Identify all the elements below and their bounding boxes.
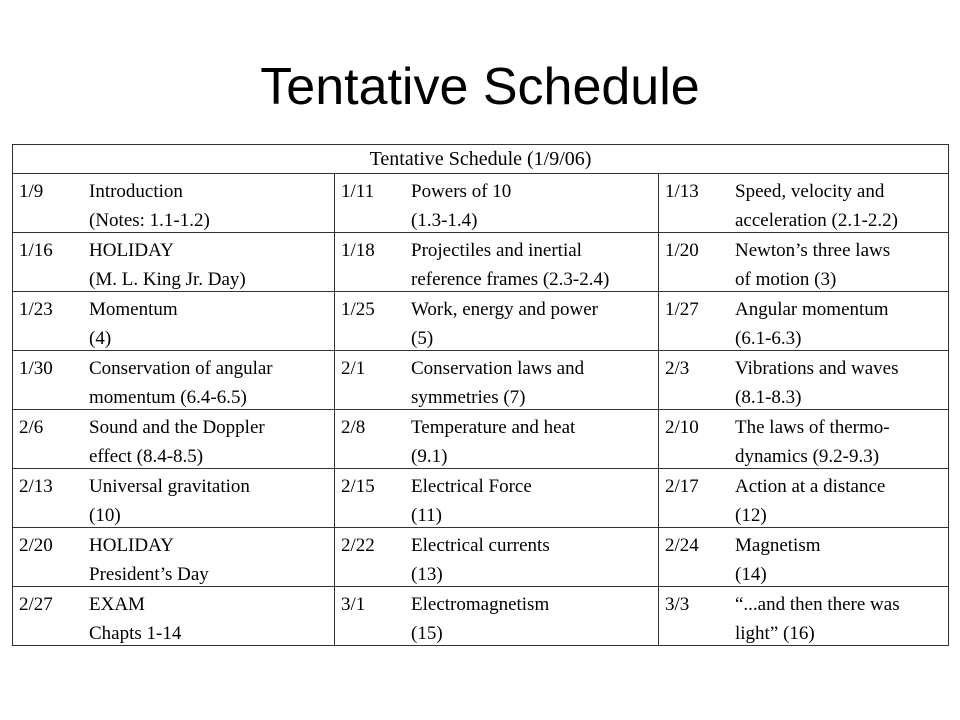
schedule-cell [659, 528, 949, 587]
schedule-cell [659, 174, 949, 233]
lecture-topic [89, 472, 330, 527]
lecture-topic-line-1: Newton’s three laws [735, 240, 891, 261]
schedule-cell [13, 174, 335, 233]
lecture-date: 2/13 [19, 476, 53, 497]
lecture-topic-line-1: HOLIDAY [89, 240, 174, 261]
lecture-date: 2/27 [19, 594, 53, 615]
table-row [13, 174, 949, 233]
lecture-topic-line-2: (9.1) [411, 446, 448, 467]
lecture-topic-line-2: light” (16) [735, 623, 815, 644]
lecture-topic [411, 295, 654, 350]
lecture-entry [335, 351, 658, 409]
lecture-date: 1/11 [341, 181, 375, 202]
lecture-topic-line-1: Conservation laws and [411, 358, 585, 379]
lecture-entry [335, 528, 658, 586]
lecture-entry [335, 587, 658, 645]
lecture-date: 2/8 [341, 417, 366, 438]
lecture-topic [735, 295, 944, 350]
lecture-topic [89, 295, 330, 350]
lecture-entry [659, 351, 948, 409]
lecture-topic-line-1: Angular momentum [735, 299, 889, 320]
lecture-topic-line-2: Chapts 1-14 [89, 623, 182, 644]
lecture-entry [335, 233, 658, 291]
lecture-topic-line-1: HOLIDAY [89, 535, 174, 556]
lecture-topic-line-2: (1.3-1.4) [411, 210, 478, 231]
lecture-topic-line-2: (15) [411, 623, 443, 644]
lecture-topic [89, 177, 330, 232]
schedule-cell [13, 469, 335, 528]
lecture-date: 2/20 [19, 535, 53, 556]
lecture-topic-line-2: dynamics (9.2-9.3) [735, 446, 880, 467]
lecture-entry [659, 528, 948, 586]
schedule-cell [335, 174, 659, 233]
lecture-date: 2/6 [19, 417, 44, 438]
schedule-cell [659, 587, 949, 646]
lecture-topic-line-2: President’s Day [89, 564, 209, 585]
lecture-date: 1/13 [665, 181, 699, 202]
table-row [13, 410, 949, 469]
lecture-entry [13, 528, 334, 586]
lecture-entry [13, 233, 334, 291]
lecture-entry [659, 174, 948, 232]
lecture-entry [659, 292, 948, 350]
lecture-date: 2/1 [341, 358, 366, 379]
lecture-entry [13, 292, 334, 350]
lecture-topic-line-2: (10) [89, 505, 121, 526]
lecture-date: 1/25 [341, 299, 375, 320]
lecture-topic-line-2: symmetries (7) [411, 387, 526, 408]
lecture-topic-line-1: Sound and the Doppler [89, 417, 265, 438]
table-row [13, 292, 949, 351]
lecture-topic-line-2: (5) [411, 328, 434, 349]
schedule-cell [335, 410, 659, 469]
schedule-cell [335, 233, 659, 292]
table-row [13, 351, 949, 410]
lecture-entry [659, 410, 948, 468]
lecture-topic-line-1: “...and then there was [735, 594, 900, 615]
lecture-topic [411, 531, 654, 586]
schedule-cell [13, 351, 335, 410]
lecture-entry [659, 233, 948, 291]
lecture-date: 2/22 [341, 535, 375, 556]
lecture-date: 3/3 [665, 594, 690, 615]
lecture-topic-line-1: Projectiles and inertial [411, 240, 582, 261]
schedule-cell [659, 292, 949, 351]
lecture-topic [735, 472, 944, 527]
table-row [13, 469, 949, 528]
schedule-cell [659, 469, 949, 528]
lecture-entry [13, 469, 334, 527]
lecture-entry [335, 469, 658, 527]
lecture-topic-line-2: (6.1-6.3) [735, 328, 802, 349]
schedule-cell [335, 528, 659, 587]
lecture-date: 1/9 [19, 181, 44, 202]
lecture-topic-line-2: effect (8.4-8.5) [89, 446, 204, 467]
schedule-cell [13, 528, 335, 587]
lecture-date: 3/1 [341, 594, 366, 615]
lecture-topic-line-2: momentum (6.4-6.5) [89, 387, 247, 408]
lecture-topic-line-2: reference frames (2.3-2.4) [411, 269, 610, 290]
lecture-topic-line-2: of motion (3) [735, 269, 837, 290]
lecture-topic-line-1: Momentum [89, 299, 178, 320]
lecture-topic-line-1: Temperature and heat [411, 417, 576, 438]
lecture-topic-line-2: (12) [735, 505, 767, 526]
lecture-topic [411, 590, 654, 645]
lecture-topic-line-1: Speed, velocity and [735, 181, 885, 202]
lecture-topic [735, 177, 944, 232]
lecture-topic-line-2: (Notes: 1.1-1.2) [89, 210, 210, 231]
schedule-cell [335, 292, 659, 351]
schedule-cell [335, 587, 659, 646]
schedule-cell [335, 351, 659, 410]
lecture-date: 2/3 [665, 358, 690, 379]
slide-title: Tentative Schedule [260, 58, 700, 116]
lecture-topic-line-2: (11) [411, 505, 442, 526]
lecture-date: 2/15 [341, 476, 375, 497]
lecture-topic-line-1: Vibrations and waves [735, 358, 899, 379]
lecture-topic [89, 236, 330, 291]
lecture-date: 1/30 [19, 358, 53, 379]
lecture-date: 1/20 [665, 240, 699, 261]
table-row [13, 587, 949, 646]
lecture-entry [659, 587, 948, 645]
lecture-entry [659, 469, 948, 527]
lecture-topic-line-1: Action at a distance [735, 476, 886, 497]
lecture-topic-line-2: (4) [89, 328, 112, 349]
table-row [13, 528, 949, 587]
schedule-cell [335, 469, 659, 528]
lecture-date: 2/10 [665, 417, 699, 438]
lecture-topic-line-1: Electromagnetism [411, 594, 550, 615]
lecture-topic [411, 354, 654, 409]
schedule-cell [13, 587, 335, 646]
lecture-date: 1/23 [19, 299, 53, 320]
lecture-entry [13, 174, 334, 232]
lecture-topic-line-2: (M. L. King Jr. Day) [89, 269, 246, 290]
lecture-topic [89, 531, 330, 586]
lecture-topic [735, 236, 944, 291]
lecture-topic-line-1: The laws of thermo- [735, 417, 890, 438]
lecture-entry [335, 410, 658, 468]
lecture-topic [89, 354, 330, 409]
lecture-topic-line-2: (8.1-8.3) [735, 387, 802, 408]
lecture-topic-line-1: Conservation of angular [89, 358, 273, 379]
lecture-topic [411, 413, 654, 468]
lecture-topic [735, 590, 944, 645]
lecture-topic [411, 236, 654, 291]
lecture-topic-line-2: (14) [735, 564, 767, 585]
lecture-topic-line-2: acceleration (2.1-2.2) [735, 210, 898, 231]
lecture-date: 2/24 [665, 535, 699, 556]
lecture-topic [89, 413, 330, 468]
lecture-topic-line-1: Electrical Force [411, 476, 532, 497]
schedule-cell [659, 410, 949, 469]
lecture-topic [735, 531, 944, 586]
schedule-cell [13, 292, 335, 351]
lecture-topic-line-1: Introduction [89, 181, 183, 202]
lecture-topic-line-1: Universal gravitation [89, 476, 250, 497]
schedule-cell [659, 233, 949, 292]
lecture-date: 1/16 [19, 240, 53, 261]
lecture-date: 1/27 [665, 299, 699, 320]
lecture-date: 2/17 [665, 476, 699, 497]
lecture-topic-line-1: Magnetism [735, 535, 821, 556]
schedule-heading: Tentative Schedule (1/9/06) [13, 145, 949, 174]
lecture-entry [335, 292, 658, 350]
lecture-topic [735, 413, 944, 468]
lecture-topic-line-1: Work, energy and power [411, 299, 599, 320]
lecture-entry [13, 410, 334, 468]
lecture-date: 1/18 [341, 240, 375, 261]
lecture-topic [735, 354, 944, 409]
schedule-table [12, 144, 949, 646]
lecture-topic [411, 472, 654, 527]
lecture-topic [411, 177, 654, 232]
schedule-cell [13, 233, 335, 292]
lecture-topic [89, 590, 330, 645]
lecture-entry [335, 174, 658, 232]
schedule-cell [13, 410, 335, 469]
lecture-topic-line-1: Powers of 10 [411, 181, 512, 202]
lecture-topic-line-1: Electrical currents [411, 535, 550, 556]
lecture-topic-line-1: EXAM [89, 594, 145, 615]
lecture-entry [13, 351, 334, 409]
table-row [13, 233, 949, 292]
schedule-cell [659, 351, 949, 410]
lecture-topic-line-2: (13) [411, 564, 443, 585]
lecture-entry [13, 587, 334, 645]
